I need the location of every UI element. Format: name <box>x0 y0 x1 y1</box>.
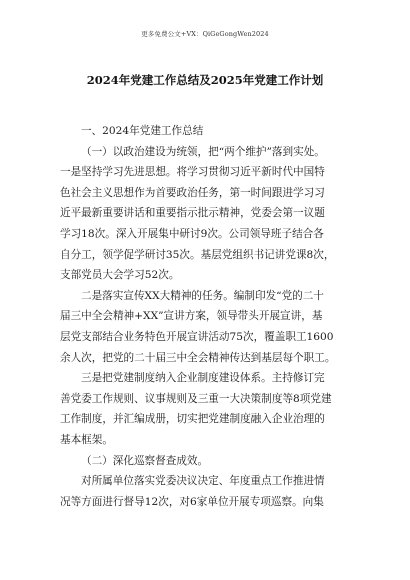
paragraph-line: 二是落实宣传XX大精神的任务。编制印发“党的二十 <box>81 289 324 302</box>
document-title: 2024年党建工作总结及2025年党建工作计划 <box>86 73 324 87</box>
paragraph-line: 善党委工作规则、议事规则及三重一大决策制度等8项党建 <box>60 392 332 405</box>
document-body <box>60 121 352 512</box>
paragraph-line: 余人次，把党的二十届三中全会精神传达到基层每个职工。 <box>60 351 336 364</box>
subsection-heading-2: （二）深化巡察督查成效。 <box>81 454 209 467</box>
paragraph-line: 工作制度，并汇编成册，切实把党建制度融入企业治理的 <box>60 413 325 426</box>
paragraph-line: 层党支部结合业务特色开展宣讲活动75次，覆盖职工1600 <box>60 330 334 343</box>
paragraph-line: 基本框架。 <box>60 433 113 446</box>
paragraph-line: 自分工，领学促学研讨35次。基层党组织书记讲党课8次， <box>60 248 335 261</box>
paragraph-line: 近平最新重要讲话和重要指示批示精神，党委会第一议题 <box>60 207 325 220</box>
paragraph-line: 况等方面进行督导12次，对6家单位开展专项巡察。向集 <box>60 495 324 508</box>
paragraph-line: 三是把党建制度纳入企业制度建设体系。主持修订完 <box>81 372 325 385</box>
header-note: 更多免费公文+VX：QiGeGongWen2024 <box>141 30 269 38</box>
paragraph-line: 届三中全会精神+XX”宣讲方案，领导带头开展宣讲，基 <box>60 310 323 323</box>
section-heading-1: 一、2024年党建工作总结 <box>81 125 204 137</box>
paragraph-line: 支部党员大会学习52次。 <box>60 269 180 282</box>
paragraph-line: 对所属单位落实党委决议决定、年度重点工作推进情 <box>81 475 325 488</box>
paragraph-line: 学习18次。深入开展集中研讨9次。公司领导班子结合各 <box>60 227 324 240</box>
paragraph-line: 一是坚持学习先进思想。将学习贯彻习近平新时代中国特 <box>60 166 325 179</box>
paragraph-line: 色社会主义思想作为首要政治任务，第一时间跟进学习习 <box>60 186 325 199</box>
subsection-heading-1: （一）以政治建设为统领，把“两个维护”落到实处。 <box>81 145 325 158</box>
